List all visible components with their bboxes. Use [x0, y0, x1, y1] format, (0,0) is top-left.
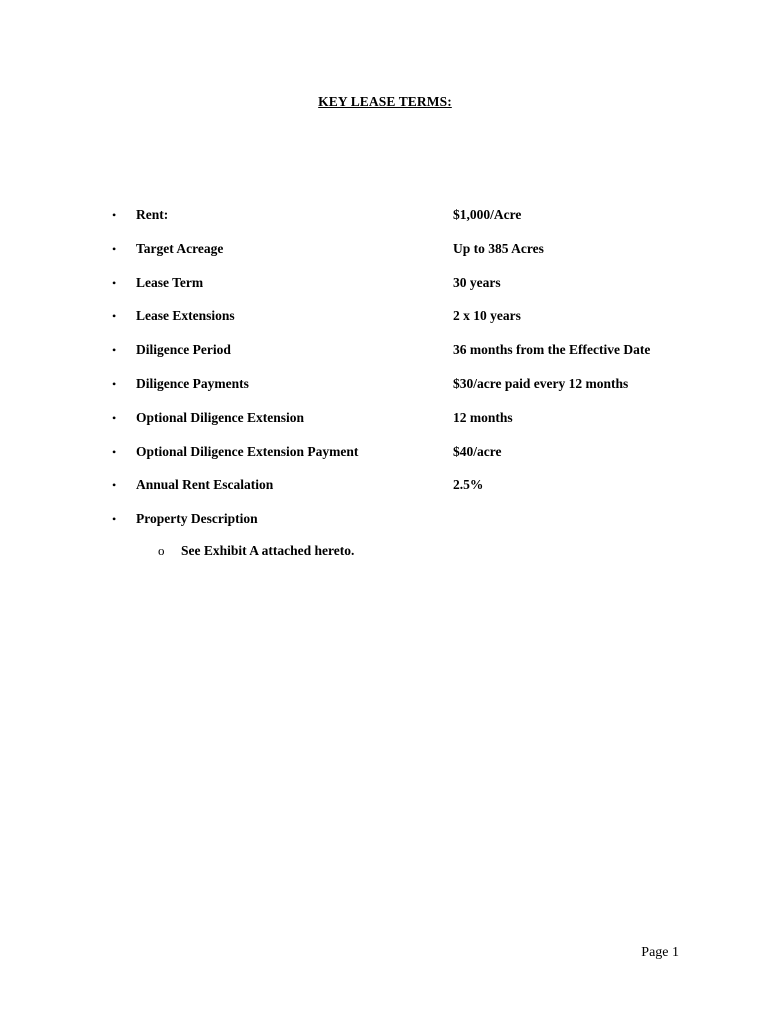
term-value: $30/acre paid every 12 months: [453, 375, 629, 391]
bullet-icon: •: [112, 208, 117, 222]
term-row-optional-diligence-extension: [0, 410, 770, 444]
term-value: $1,000/Acre: [453, 207, 522, 222]
bullet-icon: •: [112, 478, 117, 493]
term-label: Lease Term: [136, 274, 204, 290]
term-label: Optional Diligence Extension: [136, 409, 305, 425]
term-label: Optional Diligence Extension Payment: [136, 443, 359, 459]
term-value: 2.5%: [453, 477, 484, 493]
term-row-rent: [0, 207, 770, 241]
bullet-icon: •: [112, 275, 117, 290]
term-label: Property Description: [136, 511, 258, 527]
bullet-icon: •: [112, 444, 117, 459]
term-label: Diligence Payments: [136, 375, 249, 391]
term-label: Rent:: [136, 207, 169, 222]
term-value: 30 years: [453, 274, 501, 290]
bullet-icon: •: [112, 309, 117, 324]
bullet-icon: •: [112, 241, 117, 256]
term-value: 2 x 10 years: [453, 308, 521, 324]
sub-item-exhibit-reference: [0, 543, 770, 561]
sub-item-text: See Exhibit A attached hereto.: [181, 543, 355, 558]
bullet-icon: •: [112, 512, 117, 527]
term-value: Up to 385 Acres: [453, 240, 544, 256]
term-value: 36 months from the Effective Date: [453, 342, 651, 358]
bullet-icon: •: [112, 376, 117, 391]
page-number: Page 1: [641, 945, 679, 960]
term-row-diligence-period: [0, 342, 770, 376]
term-row-diligence-payments: [0, 376, 770, 410]
term-label: Diligence Period: [136, 342, 231, 358]
term-value: 12 months: [453, 409, 513, 425]
sub-bullet-icon: o: [158, 543, 165, 558]
bullet-icon: •: [112, 343, 117, 358]
term-label: Lease Extensions: [136, 308, 235, 324]
term-value: $40/acre: [453, 443, 502, 459]
page-title: KEY LEASE TERMS:: [318, 94, 452, 109]
term-row-property-description: [0, 511, 770, 545]
bullet-icon: •: [112, 410, 117, 425]
term-row-lease-term: [0, 275, 770, 309]
lease-terms-list: [0, 207, 770, 545]
term-row-lease-extensions: [0, 308, 770, 342]
term-row-optional-diligence-extension-payment: [0, 444, 770, 478]
term-label: Annual Rent Escalation: [136, 477, 274, 493]
term-label: Target Acreage: [136, 240, 224, 256]
term-row-target-acreage: [0, 241, 770, 275]
term-row-annual-rent-escalation: [0, 477, 770, 511]
